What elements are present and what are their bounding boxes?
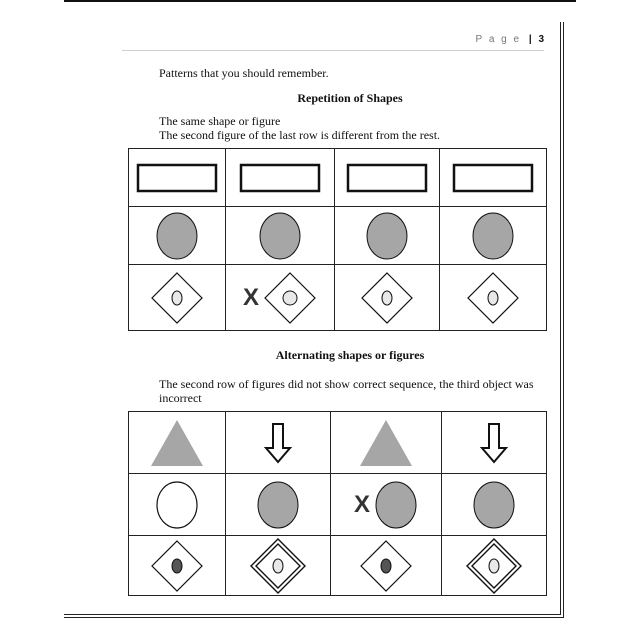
section2-title: Alternating shapes or figures	[275, 348, 425, 362]
down-arrow-icon	[263, 422, 293, 464]
down-arrow-icon	[479, 422, 509, 464]
circle-icon	[472, 480, 516, 530]
rectangle-icon	[136, 163, 218, 193]
circle-icon	[471, 211, 515, 261]
table-cell	[331, 412, 442, 474]
table-cell	[331, 536, 442, 596]
table-cell	[226, 536, 331, 596]
top-rule	[64, 0, 576, 2]
alternating-table	[128, 411, 547, 596]
circle-icon	[256, 480, 300, 530]
x-mark: X	[242, 283, 259, 311]
double-diamond-icon	[250, 538, 306, 594]
table-cell	[226, 207, 335, 265]
table-cell	[129, 207, 226, 265]
table-cell	[226, 474, 331, 536]
page-label: P a g e	[475, 34, 522, 45]
table-cell	[440, 149, 547, 207]
table-cell	[129, 412, 226, 474]
odd-cell	[226, 271, 334, 325]
table-cell	[226, 412, 331, 474]
table-cell	[129, 536, 226, 596]
table-cell	[129, 265, 226, 331]
rectangle-icon	[452, 163, 534, 193]
section2-description: The second row of figures did not show correct sequence, the third object was incorrect	[159, 377, 534, 405]
triangle-icon	[149, 418, 205, 468]
page-separator: |	[528, 34, 534, 45]
circle-icon	[374, 480, 418, 530]
rectangle-icon	[239, 163, 321, 193]
table-cell	[331, 474, 442, 536]
table-cell	[226, 265, 335, 331]
diamond-icon	[150, 271, 204, 325]
page-number: 3	[538, 34, 544, 45]
table-row	[129, 149, 547, 207]
table-cell	[335, 207, 440, 265]
table-row	[129, 536, 547, 596]
page-header	[122, 34, 544, 51]
diamond-icon	[466, 271, 520, 325]
table-cell	[129, 474, 226, 536]
repetition-table	[128, 148, 547, 331]
rectangle-icon	[346, 163, 428, 193]
triangle-icon	[358, 418, 414, 468]
circle-icon	[155, 480, 199, 530]
table-cell	[129, 149, 226, 207]
diamond-icon	[263, 271, 317, 325]
odd-cell	[331, 480, 441, 530]
double-diamond-icon	[466, 538, 522, 594]
circle-icon	[365, 211, 409, 261]
table-cell	[335, 149, 440, 207]
x-mark: X	[353, 490, 370, 518]
table-cell	[440, 207, 547, 265]
table-row	[129, 265, 547, 331]
table-cell	[440, 265, 547, 331]
section1-line2: The second figure of the last row is different from the rest.	[159, 128, 441, 142]
table-cell	[442, 536, 547, 596]
table-cell	[335, 265, 440, 331]
section1-line1: The same shape or figure	[159, 114, 281, 128]
table-row	[129, 412, 547, 474]
section1-title: Repetition of Shapes	[297, 91, 403, 105]
table-cell	[226, 149, 335, 207]
circle-icon	[258, 211, 302, 261]
intro-text: Patterns that you should remember.	[159, 66, 329, 80]
table-cell	[442, 412, 547, 474]
diamond-icon	[360, 271, 414, 325]
table-cell	[442, 474, 547, 536]
table-row	[129, 207, 547, 265]
diamond-icon	[359, 539, 413, 593]
circle-icon	[155, 211, 199, 261]
diamond-icon	[150, 539, 204, 593]
table-row	[129, 474, 547, 536]
